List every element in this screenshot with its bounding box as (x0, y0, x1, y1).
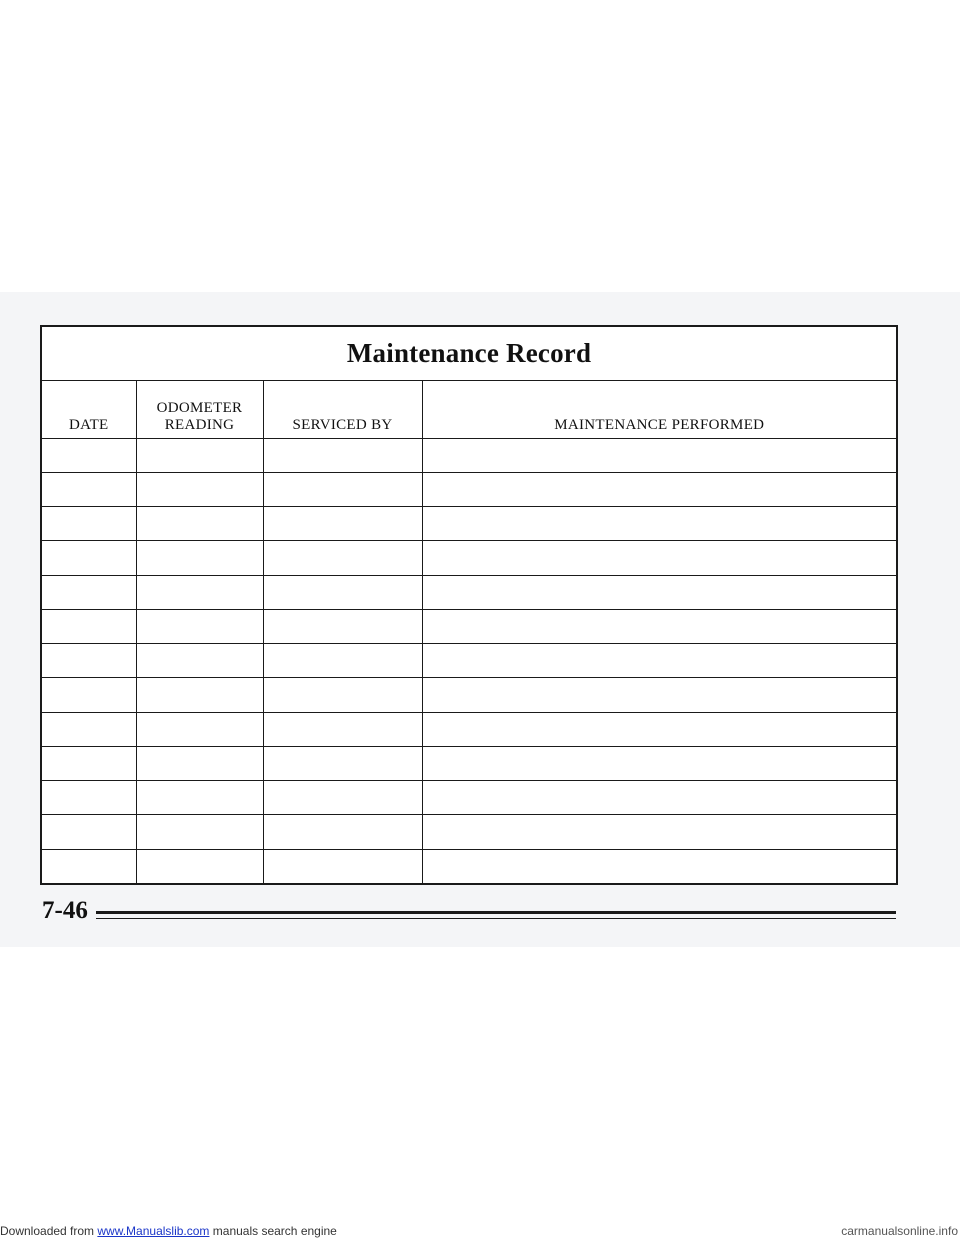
column-header-maintenance-performed: MAINTENANCE PERFORMED (422, 380, 897, 438)
table-cell (41, 438, 136, 472)
download-prefix: Downloaded from (0, 1224, 98, 1238)
table-cell (422, 541, 897, 575)
table-cell (263, 609, 422, 643)
footer-rule-thin (96, 918, 896, 919)
table-cell (422, 815, 897, 849)
table-cell (41, 712, 136, 746)
table-cell (41, 678, 136, 712)
column-header-date: DATE (41, 380, 136, 438)
table-cell (41, 815, 136, 849)
table-cell (422, 712, 897, 746)
page-number: 7-46 (42, 897, 88, 924)
table-row (41, 644, 897, 678)
table-row (41, 712, 897, 746)
table-row (41, 507, 897, 541)
table-row (41, 678, 897, 712)
table-cell (136, 712, 263, 746)
table-cell (263, 644, 422, 678)
table-cell (136, 507, 263, 541)
column-header-odometer-reading: ODOMETER READING (136, 380, 263, 438)
table-cell (263, 472, 422, 506)
table-cell (136, 849, 263, 884)
table-row (41, 746, 897, 780)
table-cell (422, 781, 897, 815)
maintenance-record-table (40, 325, 898, 885)
table-row (41, 815, 897, 849)
table-cell (422, 438, 897, 472)
table-cell (422, 644, 897, 678)
table-cell (263, 746, 422, 780)
footer-rule-thick (96, 911, 896, 914)
table-cell (263, 849, 422, 884)
table-cell (41, 746, 136, 780)
table-cell (41, 609, 136, 643)
table-cell (422, 575, 897, 609)
table-cell (41, 472, 136, 506)
table-cell (136, 575, 263, 609)
table-cell (136, 472, 263, 506)
table-cell (422, 678, 897, 712)
table-cell (263, 438, 422, 472)
table-row (41, 609, 897, 643)
table-cell (41, 507, 136, 541)
table-cell (422, 472, 897, 506)
table-cell (422, 609, 897, 643)
table-row (41, 849, 897, 884)
table-row (41, 575, 897, 609)
table-cell (263, 507, 422, 541)
table-cell (41, 781, 136, 815)
table-cell (136, 746, 263, 780)
table-cell (422, 507, 897, 541)
table-cell (263, 815, 422, 849)
manualslib-link[interactable]: www.Manualslib.com (97, 1224, 210, 1238)
download-suffix: manuals search engine (209, 1224, 337, 1238)
table-cell (136, 678, 263, 712)
table-cell (136, 438, 263, 472)
table-row (41, 438, 897, 472)
table-cell (41, 575, 136, 609)
table-cell (41, 644, 136, 678)
table-row (41, 472, 897, 506)
table-cell (136, 781, 263, 815)
table-cell (422, 746, 897, 780)
table-cell (422, 849, 897, 884)
table-cell (136, 815, 263, 849)
table-cell (263, 541, 422, 575)
table-cell (136, 644, 263, 678)
table-cell (41, 849, 136, 884)
table-cell (41, 541, 136, 575)
table-row (41, 541, 897, 575)
table-title: Maintenance Record (41, 326, 897, 380)
column-header-serviced-by: SERVICED BY (263, 380, 422, 438)
table-cell (263, 781, 422, 815)
table-row (41, 781, 897, 815)
table-cell (136, 609, 263, 643)
watermark-site: carmanualsonline.info (841, 1224, 958, 1238)
download-notice (0, 1224, 337, 1238)
record-rows (41, 438, 897, 884)
table-cell (263, 575, 422, 609)
table-cell (263, 712, 422, 746)
table-cell (136, 541, 263, 575)
table-cell (263, 678, 422, 712)
